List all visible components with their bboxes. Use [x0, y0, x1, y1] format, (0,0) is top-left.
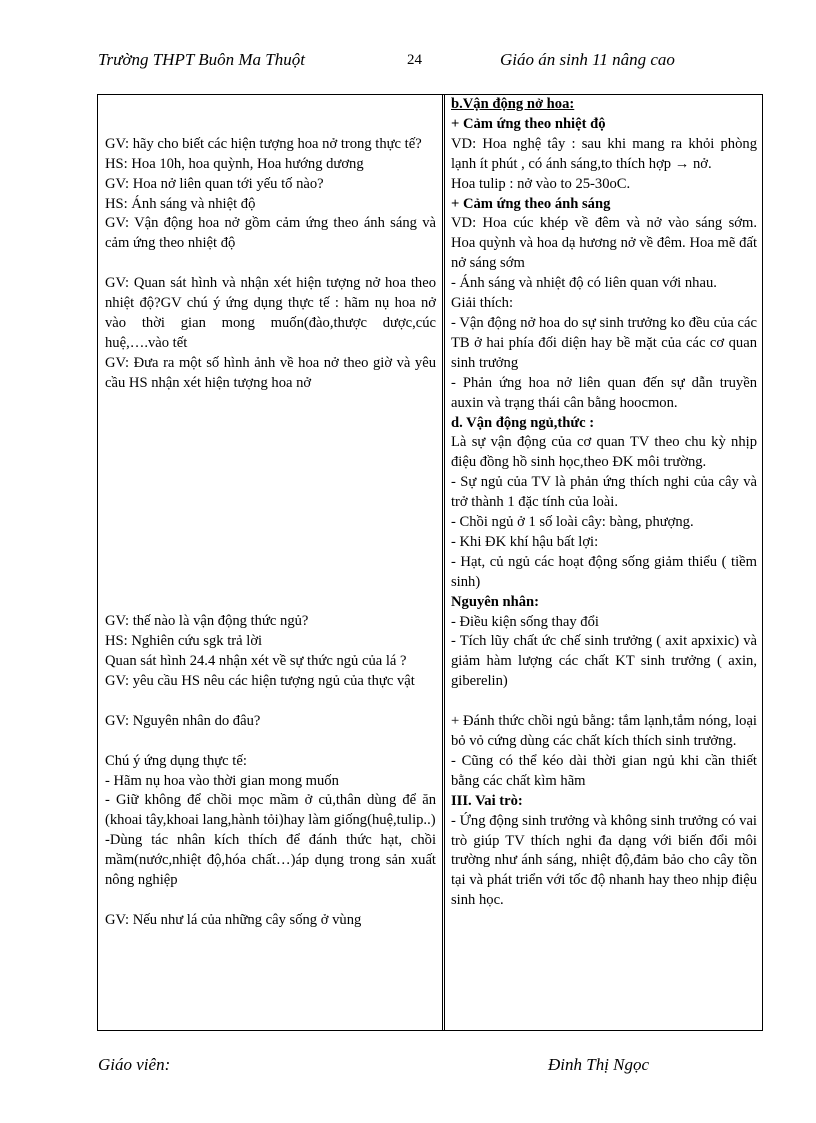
- right-paragraph: - Vận động nở hoa do sự sinh trưởng ko đều của các TB ở hai phía đối diện hay bề mặt của các cơ quan sinh trưởng: [451, 314, 757, 371]
- left-paragraph: - Hãm nụ hoa vào thời gian mong muốn: [105, 772, 339, 789]
- left-paragraph: - Giữ không để chồi mọc mầm ở củ,thân dùng để ăn (khoai tây,khoai lang,hành tỏi)hay làm giống(huệ,tulip..): [105, 792, 436, 829]
- left-paragraph: -Dùng tác nhân kích thích để đánh thức hạt, chồi mầm(nước,nhiệt độ,hóa chất…)áp dụng trong sản xuất nông nghiệp: [105, 832, 436, 889]
- right-paragraph: VD: Hoa cúc khép về đêm và nở vào sáng sớm. Hoa quỳnh và hoa dạ hương nở về đêm. Hoa mẽ đất nở sáng sớm: [451, 215, 757, 272]
- header-subject: Giáo án sinh 11 nâng cao: [500, 50, 675, 69]
- left-paragraph: GV: Vận động hoa nở gồm cảm ứng theo ánh sáng và cảm ứng theo nhiệt độ: [105, 215, 436, 252]
- left-paragraph: GV: thế nào là vận động thức ngủ?: [105, 613, 309, 630]
- left-paragraph: GV: hãy cho biết các hiện tượng hoa nở trong thực tế?: [105, 135, 422, 152]
- right-paragraph: VD: Hoa nghệ tây : sau khi mang ra khỏi phòng lạnh ít phút , có ánh sáng,to thích hợp → nở.: [451, 135, 757, 172]
- teacher-student-column: [105, 95, 436, 931]
- left-paragraph: GV: Đưa ra một số hình ảnh về hoa nở theo giờ và yêu cầu HS nhận xét hiện tượng hoa nở: [105, 354, 436, 391]
- teacher-label: Giáo viên:: [98, 1055, 171, 1074]
- left-paragraph: Chú ý ứng dụng thực tế:: [105, 752, 247, 769]
- left-paragraph: GV: Quan sát hình và nhận xét hiện tượng nở hoa theo nhiệt độ?GV chú ý ứng dụng thực tế : hãm nụ hoa nở vào thời gian mong muốn(đào,thược dược,cúc huệ,….vào tết: [105, 275, 436, 351]
- subheading: + Cảm ứng theo ánh sáng: [451, 195, 611, 212]
- right-paragraph: - Hạt, củ ngủ các hoạt động sống giảm thiểu ( tiềm sinh): [451, 553, 757, 590]
- left-paragraph: HS: Nghiên cứu sgk trả lời: [105, 633, 263, 650]
- subheading: Nguyên nhân:: [451, 593, 539, 610]
- content-column: [451, 95, 757, 911]
- left-paragraph: HS: Ánh sáng và nhiệt độ: [105, 195, 256, 212]
- right-paragraph: - Tích lũy chất ức chế sinh trưởng ( axit apxixic) và giảm hàm lượng các chất KT sinh trưởng ( axin, giberelin): [451, 633, 757, 690]
- right-paragraph: - Điều kiện sống thay đổi: [451, 613, 599, 630]
- right-paragraph: - Chồi ngủ ở 1 số loài cây: bàng, phượng.: [451, 514, 694, 531]
- right-paragraph: - Ánh sáng và nhiệt độ có liên quan với nhau.: [451, 275, 717, 292]
- right-paragraph: + Đánh thức chồi ngủ bằng: tắm lạnh,tắm nóng, loại bỏ vỏ cứng dùng các chất kích thích sinh trưởng.: [451, 713, 757, 749]
- teacher-name: Đinh Thị Ngọc: [548, 1055, 650, 1074]
- left-paragraph: GV: yêu cầu HS nêu các hiện tượng ngủ của thực vật: [105, 673, 415, 690]
- left-paragraph: HS: Hoa 10h, hoa quỳnh, Hoa hướng dương: [105, 155, 364, 172]
- right-paragraph: - Phản ứng hoa nở liên quan đến sự dẫn truyền auxin và trạng thái cân bằng hoocmon.: [451, 374, 757, 411]
- right-paragraph: - Ứng động sinh trưởng và không sinh trưởng có vai trò giúp TV thích nghi đa dạng với biến đổi môi trường như ánh sáng, nhiệt độ,đảm bảo cho cây tồn tại và phát triển với tốc độ nhanh hay theo nhịp điệu sinh học.: [451, 812, 757, 909]
- right-paragraph: - Sự ngủ của TV là phản ứng thích nghi của cây và trở thành 1 đặc tính của loài.: [451, 474, 757, 511]
- page-number: 24: [407, 52, 422, 68]
- right-paragraph: - Cũng có thể kéo dài thời gian ngủ khi cần thiết bằng các chất kìm hãm: [451, 752, 757, 789]
- section-heading: b.Vận động nở hoa:: [451, 96, 575, 112]
- section-heading: III. Vai trò:: [451, 792, 523, 809]
- left-paragraph: Quan sát hình 24.4 nhận xét về sự thức ngủ của lá ?: [105, 653, 407, 670]
- left-paragraph: GV: Hoa nở liên quan tới yếu tố nào?: [105, 175, 324, 192]
- lesson-table: [97, 94, 763, 1031]
- right-paragraph: Giải thích:: [451, 295, 514, 312]
- right-paragraph: - Khi ĐK khí hậu bất lợi:: [451, 533, 599, 550]
- right-paragraph: Hoa tulip : nở vào to 25-30oC.: [451, 175, 631, 192]
- left-paragraph: GV: Nguyên nhân do đâu?: [105, 712, 261, 729]
- header-school: Trường THPT Buôn Ma Thuột: [98, 50, 305, 69]
- left-paragraph: GV: Nếu như lá của những cây sống ở vùng: [105, 911, 362, 928]
- section-heading: d. Vận động ngủ,thức :: [451, 414, 595, 431]
- subheading: + Cảm ứng theo nhiệt độ: [451, 115, 606, 132]
- right-paragraph: Là sự vận động của cơ quan TV theo chu kỳ nhịp điệu đồng hồ sinh học,theo ĐK môi trường.: [451, 434, 757, 471]
